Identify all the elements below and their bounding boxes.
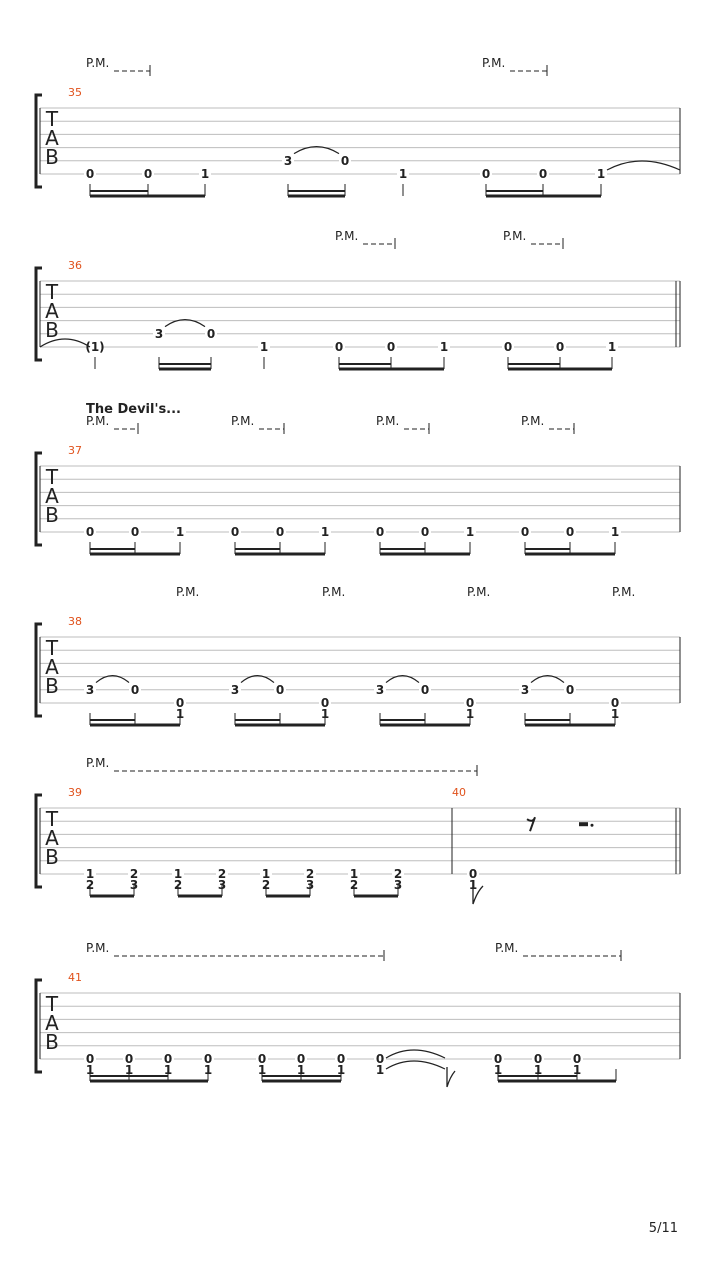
tab-clef-letter: A	[45, 1011, 59, 1035]
fret-number: 0	[481, 167, 491, 181]
tab-clef-letter: A	[45, 826, 59, 850]
fret-number: 1	[203, 1063, 213, 1077]
fret-number: 1	[261, 867, 271, 881]
system-2	[36, 238, 680, 369]
fret-number: 3	[129, 878, 139, 892]
palm-mute-label: P.M.	[86, 756, 110, 770]
measure-number: 41	[68, 971, 82, 984]
fret-number: 0	[275, 525, 285, 539]
page-number: 5/11	[648, 1221, 678, 1236]
palm-mute-label: P.M.	[612, 585, 636, 599]
measure-number: 35	[68, 86, 82, 99]
fret-number: 3	[520, 682, 530, 697]
fret-number: 0	[520, 525, 530, 539]
fret-number: 2	[305, 867, 315, 881]
fret-number: 3	[305, 878, 315, 892]
fret-number: 0	[334, 340, 344, 354]
fret-number: 2	[173, 878, 183, 892]
fret-number: 1	[375, 1063, 385, 1077]
fret-number: 1	[259, 340, 269, 354]
fret-number: 1	[200, 167, 210, 181]
measure-number: 36	[68, 259, 82, 272]
system-bracket	[36, 980, 42, 1072]
palm-mute-label: P.M.	[231, 414, 255, 428]
fret-number: 0	[275, 682, 285, 697]
fret-number: 1	[85, 1063, 95, 1077]
fret-number: 0	[503, 340, 513, 354]
tab-clef-letter: A	[45, 655, 59, 679]
fret-number: 0	[175, 696, 185, 710]
tab-clef-letter: B	[45, 318, 59, 342]
fret-number: 1	[533, 1063, 543, 1077]
fret-number: 1	[465, 525, 475, 539]
tab-clef-letter: T	[45, 992, 59, 1016]
fret-number: (1)	[85, 340, 105, 354]
fret-number: 1	[607, 340, 617, 354]
fret-number: 0	[465, 696, 475, 710]
system-bracket	[36, 453, 42, 545]
fret-number: 1	[163, 1063, 173, 1077]
fret-number: 2	[349, 878, 359, 892]
fret-number: 0	[130, 525, 140, 539]
tab-clef-letter: B	[45, 1030, 59, 1054]
tab-clef-letter: T	[45, 107, 59, 131]
fret-number: 1	[257, 1063, 267, 1077]
tab-clef-letter: B	[45, 674, 59, 698]
fret-number: 0	[493, 1052, 503, 1066]
system-bracket	[36, 95, 42, 187]
fret-number: 3	[217, 878, 227, 892]
fret-number: 1	[493, 1063, 503, 1077]
fret-number: 0	[203, 1052, 213, 1066]
system-bracket	[36, 624, 42, 716]
system-4	[36, 624, 680, 725]
fret-number: 0	[230, 525, 240, 539]
palm-mute-label: P.M.	[521, 414, 545, 428]
tab-clef-letter: A	[45, 126, 59, 150]
eighth-rest	[527, 817, 535, 831]
fret-number: 1	[320, 525, 330, 539]
note-flag	[447, 1067, 455, 1087]
fret-number: 0	[85, 1052, 95, 1066]
fret-number: 2	[85, 878, 95, 892]
palm-mute-label: P.M.	[322, 585, 346, 599]
tab-clef-letter: T	[45, 465, 59, 489]
measure-number: 37	[68, 444, 82, 457]
fret-number: 1	[320, 707, 330, 721]
fret-number: 0	[420, 525, 430, 539]
tab-clef-letter: B	[45, 503, 59, 527]
fret-number: 1	[398, 167, 408, 181]
fret-number: 1	[175, 707, 185, 721]
palm-mute-label: P.M.	[503, 229, 527, 243]
fret-number: 2	[129, 867, 139, 881]
fret-number: 1	[349, 867, 359, 881]
tab-clef-letter: T	[45, 280, 59, 304]
palm-mute-label: P.M.	[482, 56, 506, 70]
fret-number: 1	[596, 167, 606, 181]
fret-number: 1	[124, 1063, 134, 1077]
fret-number: 0	[124, 1052, 134, 1066]
measure-number: 40	[452, 786, 466, 799]
fret-number: 0	[375, 525, 385, 539]
fret-number: 0	[85, 167, 95, 181]
fret-number: 2	[217, 867, 227, 881]
tie	[607, 161, 680, 170]
fret-number: 0	[610, 696, 620, 710]
fret-number: 0	[572, 1052, 582, 1066]
fret-number: 0	[257, 1052, 267, 1066]
fret-number: 1	[610, 525, 620, 539]
fret-number: 1	[296, 1063, 306, 1077]
palm-mute-label: P.M.	[495, 941, 519, 955]
tie	[386, 1050, 445, 1058]
rest-dot	[591, 824, 594, 827]
tab-clef-letter: T	[45, 636, 59, 660]
palm-mute-label: P.M.	[176, 585, 200, 599]
fret-number: 0	[340, 153, 350, 168]
half-rest	[579, 822, 588, 826]
fret-number: 0	[565, 682, 575, 697]
fret-number: 3	[393, 878, 403, 892]
fret-number: 1	[465, 707, 475, 721]
fret-number: 0	[206, 326, 216, 341]
fret-number: 1	[610, 707, 620, 721]
fret-number: 0	[296, 1052, 306, 1066]
fret-number: 3	[230, 682, 240, 697]
fret-number: 1	[85, 867, 95, 881]
fret-number: 2	[261, 878, 271, 892]
system-1	[36, 65, 680, 196]
fret-number: 0	[320, 696, 330, 710]
fret-number: 1	[336, 1063, 346, 1077]
fret-number: 3	[85, 682, 95, 697]
fret-number: 0	[336, 1052, 346, 1066]
tab-clef-letter: B	[45, 145, 59, 169]
palm-mute-label: P.M.	[86, 56, 110, 70]
fret-number: 0	[163, 1052, 173, 1066]
fret-number: 0	[533, 1052, 543, 1066]
fret-number: 0	[130, 682, 140, 697]
tab-clef-letter: T	[45, 807, 59, 831]
palm-mute-label: P.M.	[335, 229, 359, 243]
fret-number: 0	[386, 340, 396, 354]
fret-number: 1	[439, 340, 449, 354]
measure-number: 39	[68, 786, 82, 799]
fret-number: 1	[173, 867, 183, 881]
measure-number: 38	[68, 615, 82, 628]
palm-mute-label: P.M.	[86, 414, 110, 428]
palm-mute-label: P.M.	[86, 941, 110, 955]
fret-number: 0	[468, 867, 478, 881]
fret-number: 0	[420, 682, 430, 697]
fret-number: 0	[375, 1052, 385, 1066]
fret-number: 3	[283, 153, 293, 168]
fret-number: 0	[143, 167, 153, 181]
fret-number: 0	[538, 167, 548, 181]
fret-number: 3	[375, 682, 385, 697]
fret-number: 0	[85, 525, 95, 539]
tie	[386, 1061, 445, 1069]
fret-number: 3	[154, 326, 164, 341]
palm-mute-label: P.M.	[467, 585, 491, 599]
system-bracket	[36, 795, 42, 887]
fret-number: 2	[393, 867, 403, 881]
tab-clef-letter: B	[45, 845, 59, 869]
fret-number: 1	[175, 525, 185, 539]
fret-number: 1	[572, 1063, 582, 1077]
fret-number: 0	[555, 340, 565, 354]
tab-clef-letter: A	[45, 484, 59, 508]
fret-number: 1	[468, 878, 478, 892]
fret-number: 0	[565, 525, 575, 539]
palm-mute-label: P.M.	[376, 414, 400, 428]
tab-clef-letter: A	[45, 299, 59, 323]
section-label: The Devil's...	[86, 402, 181, 417]
